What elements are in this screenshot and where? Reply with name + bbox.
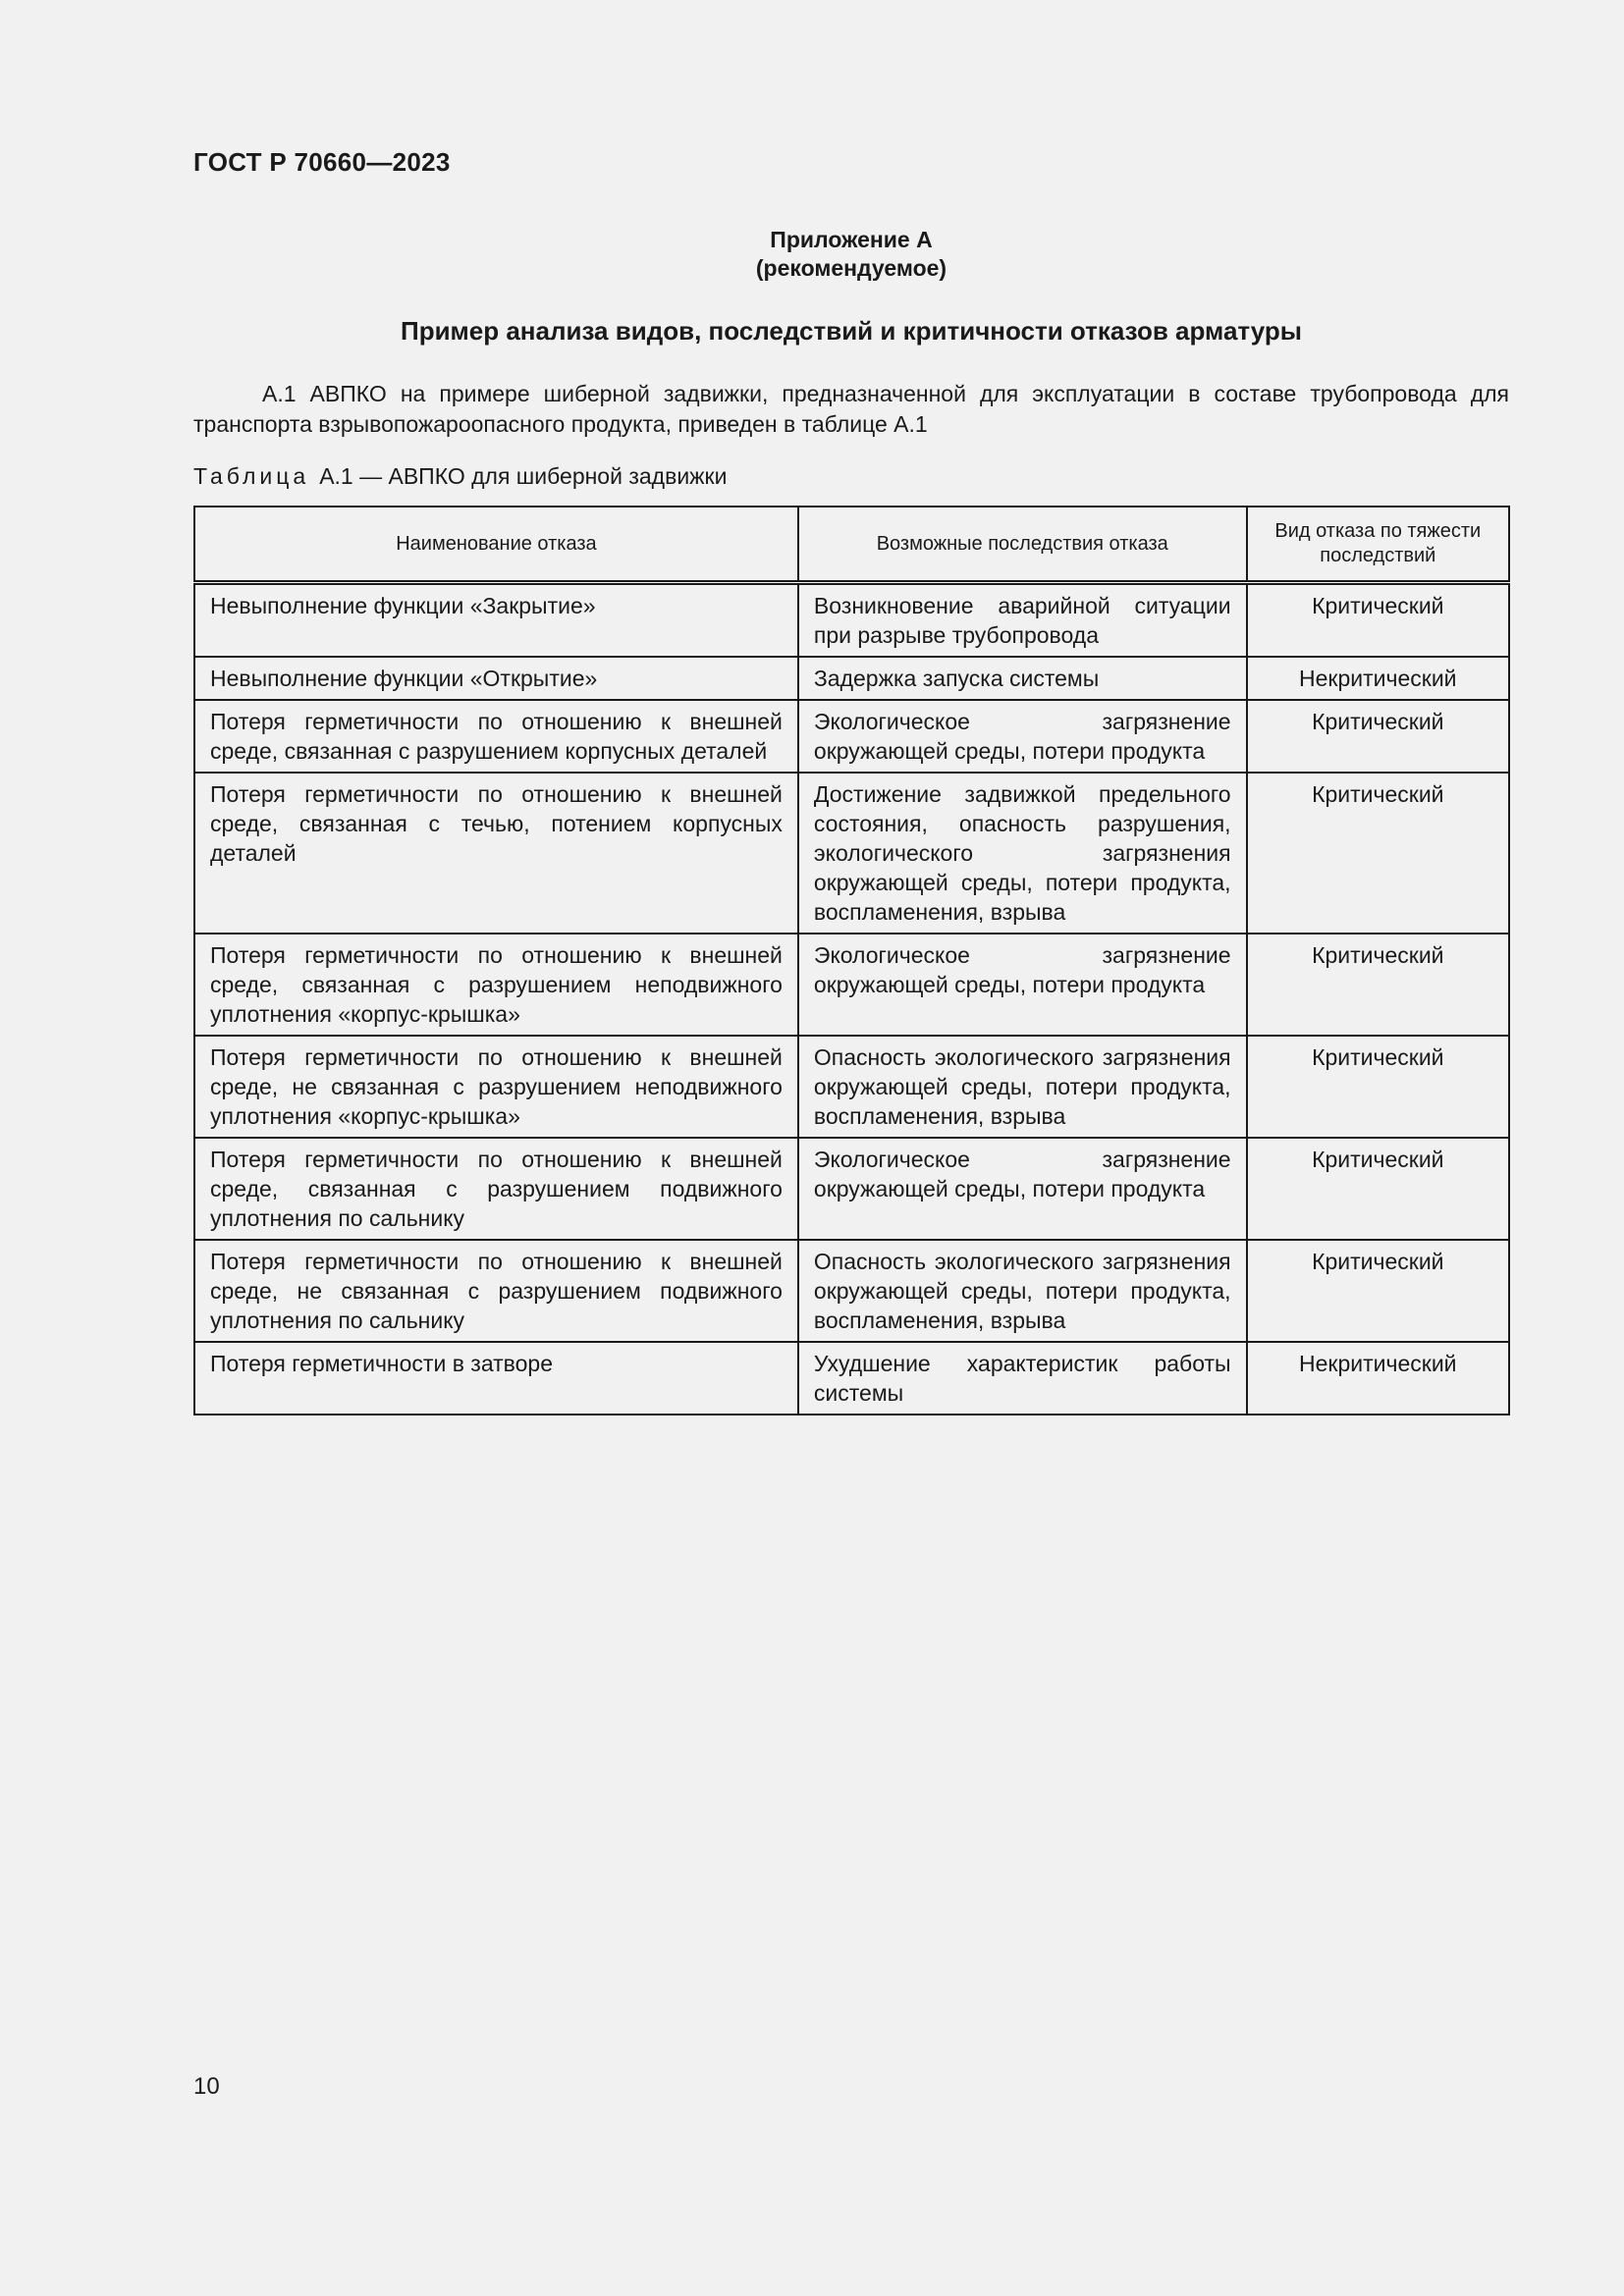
- failure-cell: Потеря герметичности в затворе: [194, 1342, 798, 1415]
- severity-cell: Критический: [1247, 773, 1509, 934]
- table-row: [194, 700, 1509, 773]
- table-header-row: [194, 507, 1509, 583]
- table-caption-label: Таблица: [193, 463, 310, 489]
- intro-paragraph: А.1 АВПКО на примере шиберной задвижки, предназначенной для эксплуатации в составе трубопровода для транспорта взрывопожароопасного продукта, приведен в таблице А.1: [193, 381, 1509, 437]
- header-severity: Вид отказа по тяжести последствий: [1247, 507, 1509, 583]
- severity-cell: Некритический: [1247, 1342, 1509, 1415]
- severity-cell: Критический: [1247, 700, 1509, 773]
- consequence-cell: Экологическое загрязнение окружающей среды, потери продукта: [798, 700, 1247, 773]
- consequence-cell: Опасность экологического загрязнения окружающей среды, потери продукта, воспламенения, взрыва: [798, 1036, 1247, 1138]
- table-caption-text: А.1 — АВПКО для шиберной задвижки: [319, 463, 728, 489]
- failure-analysis-table: [193, 506, 1510, 1415]
- table-row: [194, 773, 1509, 934]
- header-failure: Наименование отказа: [194, 507, 798, 583]
- failure-cell: Невыполнение функции «Открытие»: [194, 657, 798, 700]
- appendix-status: (рекомендуемое): [755, 255, 947, 281]
- table-row: [194, 1240, 1509, 1342]
- failure-cell: Потеря герметичности по отношению к внешней среде, связанная с разрушением неподвижного уплотнения «корпус-крышка»: [194, 934, 798, 1036]
- table-row: [194, 1342, 1509, 1415]
- consequence-cell: Экологическое загрязнение окружающей среды, потери продукта: [798, 934, 1247, 1036]
- severity-cell: Критический: [1247, 1240, 1509, 1342]
- failure-cell: Потеря герметичности по отношению к внешней среде, связанная с разрушением корпусных деталей: [194, 700, 798, 773]
- header-consequence: Возможные последствия отказа: [798, 507, 1247, 583]
- failure-cell: Потеря герметичности по отношению к внешней среде, не связанная с разрушением неподвижного уплотнения «корпус-крышка»: [194, 1036, 798, 1138]
- section-title: Пример анализа видов, последствий и критичности отказов арматуры: [401, 316, 1302, 346]
- consequence-cell: Ухудшение характеристик работы системы: [798, 1342, 1247, 1415]
- consequence-cell: Достижение задвижкой предельного состояния, опасность разрушения, экологического загрязнения окружающей среды, потери продукта, воспламенения, взрыва: [798, 773, 1247, 934]
- page-number: 10: [193, 2073, 220, 2100]
- severity-cell: Критический: [1247, 1036, 1509, 1138]
- consequence-cell: Экологическое загрязнение окружающей среды, потери продукта: [798, 1138, 1247, 1240]
- table-row: [194, 934, 1509, 1036]
- table-row: [194, 583, 1509, 658]
- failure-cell: Потеря герметичности по отношению к внешней среде, связанная с течью, потением корпусных деталей: [194, 773, 798, 934]
- table-row: [194, 657, 1509, 700]
- appendix-heading: [193, 226, 1509, 283]
- severity-cell: Критический: [1247, 1138, 1509, 1240]
- consequence-cell: Задержка запуска системы: [798, 657, 1247, 700]
- severity-cell: Критический: [1247, 934, 1509, 1036]
- severity-cell: Некритический: [1247, 657, 1509, 700]
- failure-cell: Невыполнение функции «Закрытие»: [194, 583, 798, 658]
- severity-cell: Критический: [1247, 583, 1509, 658]
- table-row: [194, 1036, 1509, 1138]
- failure-cell: Потеря герметичности по отношению к внешней среде, связанная с разрушением подвижного уплотнения по сальнику: [194, 1138, 798, 1240]
- consequence-cell: Возникновение аварийной ситуации при разрыве трубопровода: [798, 583, 1247, 658]
- consequence-cell: Опасность экологического загрязнения окружающей среды, потери продукта, воспламенения, взрыва: [798, 1240, 1247, 1342]
- appendix-title: Приложение А: [770, 227, 933, 252]
- failure-cell: Потеря герметичности по отношению к внешней среде, не связанная с разрушением подвижного уплотнения по сальнику: [194, 1240, 798, 1342]
- table-caption: [193, 463, 727, 490]
- document-code: ГОСТ Р 70660—2023: [193, 147, 451, 177]
- table-row: [194, 1138, 1509, 1240]
